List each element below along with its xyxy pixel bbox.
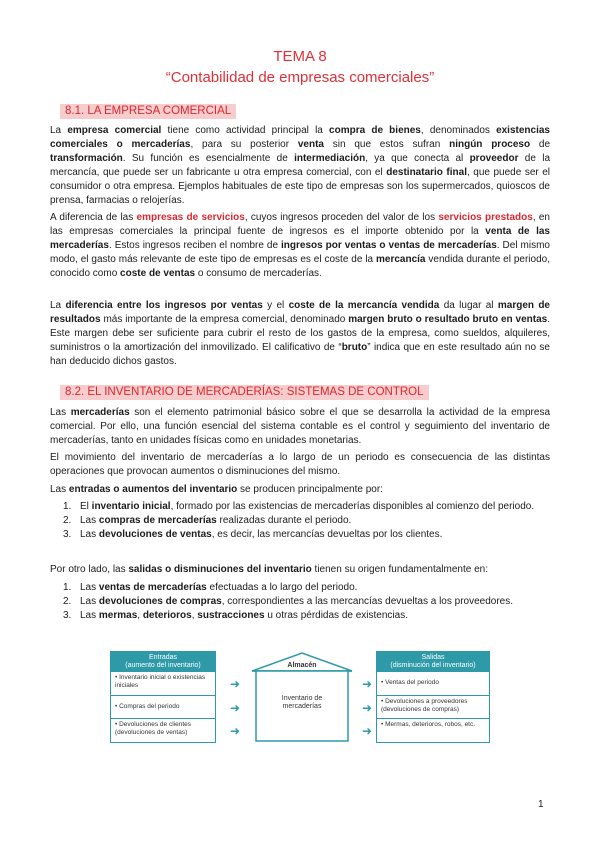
page-subtitle: “Contabilidad de empresas comerciales” — [165, 69, 435, 86]
inflows-box — [110, 651, 216, 743]
emphasis-text: servicios prestados — [438, 212, 533, 223]
inflow-item: • Compras del periodo — [111, 695, 215, 718]
emphasis-text: inventario inicial — [91, 501, 171, 512]
list-item — [50, 500, 550, 514]
text-run: , denominados — [420, 125, 497, 136]
emphasis-text: margen de resultados — [50, 300, 550, 325]
text-run: o consumo de mercaderías. — [195, 268, 322, 279]
emphasis-text: transformación — [50, 153, 123, 164]
emphasis-text: devoluciones de ventas — [98, 529, 212, 540]
list-number: 2. — [63, 515, 72, 526]
list-item — [50, 609, 550, 623]
text-run: La — [50, 125, 68, 136]
paragraph — [50, 451, 550, 479]
emphasis-text: entradas o aumentos del inventario — [68, 484, 238, 495]
inflow-item: • Devoluciones de clientes (devoluciones de ventas) — [111, 718, 215, 741]
emphasis-text: deterioros — [142, 610, 192, 621]
text-run: . Del mismo modo, el gasto más relevante de este tipo de empresas es el coste de la — [50, 240, 550, 265]
list-number: 2. — [63, 596, 72, 607]
text-run: , que puede ser el consumidor o otra empresa. Ejemplos habituales de este tipo de empresas son los supermercados, quioscos de prensa, farmacias o relojerías. — [50, 167, 551, 206]
paragraph — [50, 124, 550, 208]
emphasis-text: ventas de mercaderías — [98, 582, 207, 593]
text-run: , cuyos ingresos proceden del valor de los — [244, 212, 439, 223]
text-run: tienen su origen fundamentalmente en: — [311, 564, 488, 575]
text-run: . Este margen debe ser suficiente para cubrir el resto de los gastos de la empresa, como sueldos, alquileres, suministros o la amortización del inmovilizado. El calificativo de “ — [50, 314, 550, 353]
arrow-right-icon: ➜ — [362, 677, 373, 691]
emphasis-text: intermediación — [294, 153, 366, 164]
outflows-box-header — [377, 652, 489, 671]
paragraph — [50, 211, 550, 281]
arrow-right-icon: ➜ — [362, 724, 373, 738]
text-run: La — [50, 300, 66, 311]
text-run: sin que estos sufran — [323, 139, 450, 150]
list-item — [50, 514, 550, 528]
list-item — [50, 528, 550, 542]
text-run: Las — [80, 596, 99, 607]
list-number: 1. — [63, 501, 72, 512]
text-run: . Estos ingresos reciben el nombre de — [108, 240, 282, 251]
text-run: A diferencia de las — [50, 212, 137, 223]
text-run: , en las empresas comerciales la principal fuente de ingresos es el importe obtenido por la — [50, 212, 550, 237]
text-run: . Su función es esencialmente de — [122, 153, 295, 164]
outflows-box — [376, 651, 490, 743]
text-run: Las — [50, 407, 71, 418]
emphasis-text: diferencia entre los ingresos por ventas — [65, 300, 263, 311]
outflows-title: Salidas — [421, 654, 445, 661]
emphasis-text: mercaderías — [70, 407, 130, 418]
bullet-icon: • — [115, 721, 120, 728]
text-run: , para su posterior — [190, 139, 298, 150]
emphasis-text: ingresos por ventas o ventas de mercaderías — [281, 240, 497, 251]
bullet-icon: • — [381, 698, 386, 705]
text-run: Las — [80, 610, 99, 621]
arrow-right-icon: ➜ — [230, 677, 241, 691]
text-run: son el elemento patrimonial básico sobre el que se desarrolla la actividad de la empresa comercial. Por ello, una función esencial del sistema contable es el control y seguimiento del inventario de mercaderías, tanto en unidades físicas como en unidades monetarias. — [50, 407, 551, 446]
text-run: de — [530, 139, 551, 150]
text-run: , ya que conecta al — [365, 153, 470, 164]
emphasis-text: venta — [297, 139, 324, 150]
text-run: , — [191, 610, 198, 621]
emphasis-text: empresa comercial — [67, 125, 162, 136]
page-number: 1 — [538, 799, 544, 810]
text-run: , es decir, las mercancías devueltas por los clientes. — [211, 529, 443, 540]
emphasis-text: salidas o disminuciones del inventario — [128, 564, 312, 575]
text-run: u otras pérdidas de existencias. — [264, 610, 408, 621]
warehouse-title: Almacén — [287, 662, 317, 669]
emphasis-text: compras de mercaderías — [98, 515, 217, 526]
emphasis-text: mermas — [98, 610, 138, 621]
emphasis-text: proveedor — [469, 153, 519, 164]
inventory-flow-diagram — [110, 651, 490, 743]
emphasis-text: existencias comerciales o mercaderías — [50, 125, 550, 150]
bullet-icon: • — [381, 679, 386, 686]
section-heading-1: 8.1. LA EMPRESA COMERCIAL — [60, 104, 236, 119]
text-run: El movimiento del inventario de mercaderías a lo largo de un periodo es consecuencia de las distintas operaciones que provocan aumentos o disminuciones del mismo. — [50, 452, 550, 477]
emphasis-text: bruto — [341, 342, 368, 353]
text-run: , correspondientes a las mercancías devueltas a los proveedores. — [221, 596, 514, 607]
text-run: se producen principalmente por: — [237, 484, 383, 495]
outflows-list — [50, 581, 550, 623]
bullet-icon: • — [115, 703, 120, 710]
list-number: 1. — [63, 582, 72, 593]
text-run: vendida durante el periodo, conocido como — [50, 254, 550, 279]
emphasis-text: coste de la mercancía vendida — [288, 300, 440, 311]
list-item — [50, 581, 550, 595]
emphasis-text: coste de ventas — [120, 268, 196, 279]
bullet-icon: • — [115, 674, 120, 681]
text-run: de la mercancía, que puede ser un fabricante u otra empresa comercial, con el — [50, 153, 551, 178]
text-run: efectuadas a lo largo del periodo. — [206, 582, 358, 593]
inflows-box-header — [111, 652, 215, 671]
paragraph — [50, 406, 550, 448]
emphasis-text: empresas de servicios — [136, 212, 245, 223]
bullet-icon: • — [381, 721, 386, 728]
text-run: Por otro lado, las — [50, 564, 129, 575]
emphasis-text: destinatario final — [386, 167, 467, 178]
text-run: Las — [50, 484, 69, 495]
text-run: Las — [80, 515, 99, 526]
arrow-right-icon: ➜ — [230, 724, 241, 738]
outflow-item: • Ventas del periodo — [377, 671, 489, 695]
text-run: más importante de la empresa comercial, denominado — [100, 314, 349, 325]
text-run: , — [137, 610, 143, 621]
text-run: ” indica que en este resultado aún no se han deducido dichos gastos. — [50, 342, 550, 367]
inflow-item: • Inventario inicial o existencias iniciales — [111, 671, 215, 695]
arrow-right-icon: ➜ — [362, 701, 373, 715]
outflows-subtitle: (disminución del inventario) — [390, 662, 476, 669]
list-number: 3. — [63, 529, 72, 540]
text-run: El — [80, 501, 92, 512]
paragraph — [50, 483, 550, 497]
inflows-list — [50, 500, 550, 542]
emphasis-text: sustracciones — [197, 610, 265, 621]
paragraph — [50, 563, 550, 577]
emphasis-text: compra de bienes — [329, 125, 421, 136]
text-run: y el — [262, 300, 289, 311]
warehouse-label: Inventario de mercaderías — [281, 695, 323, 710]
text-run: da lugar al — [439, 300, 498, 311]
list-number: 3. — [63, 610, 72, 621]
text-run: , formado por las existencias de mercaderías disponibles al comienzo del periodo. — [170, 501, 535, 512]
page-title: TEMA 8 — [273, 48, 327, 65]
emphasis-text: mercancía — [376, 254, 426, 265]
paragraph — [50, 299, 550, 369]
emphasis-text: devoluciones de compras — [98, 596, 222, 607]
text-run: Las — [80, 582, 99, 593]
outflow-item: • Mermas, deterioros, robos, etc. — [377, 718, 489, 741]
text-run: tiene como actividad principal la — [161, 125, 330, 136]
outflow-item: • Devoluciones a proveedores (devoluciones de compras) — [377, 695, 489, 718]
inflows-title: Entradas — [148, 654, 178, 661]
section-heading-2: 8.2. EL INVENTARIO DE MERCADERÍAS: SISTEMAS DE CONTROL — [60, 385, 429, 400]
emphasis-text: ningún proceso — [449, 139, 531, 150]
list-item — [50, 595, 550, 609]
text-run: Las — [80, 529, 99, 540]
arrow-right-icon: ➜ — [230, 701, 241, 715]
emphasis-text: venta de las mercaderías — [50, 226, 550, 251]
text-run: realizadas durante el periodo. — [216, 515, 352, 526]
emphasis-text: margen bruto o resultado bruto en ventas — [348, 314, 548, 325]
inflows-subtitle: (aumento del inventario) — [125, 662, 201, 669]
